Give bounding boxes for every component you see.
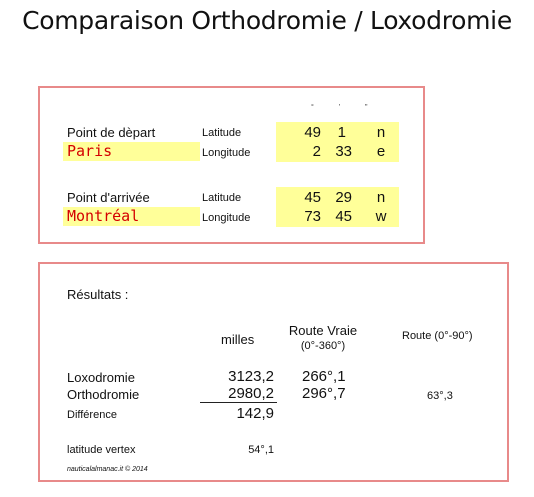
arrival-city-value: Montréal xyxy=(67,207,140,225)
departure-lon-label: Longitude xyxy=(202,147,251,159)
arrival-label: Point d'arrivée xyxy=(67,190,150,205)
arrival-lat-hem: n xyxy=(376,189,386,206)
col-true-route-sub: (0°-360°) xyxy=(300,340,346,352)
arrival-lon-min: 45 xyxy=(335,208,352,225)
arrival-lon-label: Longitude xyxy=(202,212,251,224)
orthodromie-route: 63°,3 xyxy=(427,390,453,402)
col-miles-header: milles xyxy=(221,332,255,347)
credit-text: nauticalalmanac.it © 2014 xyxy=(67,466,148,473)
orthodromie-label: Orthodromie xyxy=(67,387,140,402)
arrival-lat-label: Latitude xyxy=(202,192,242,204)
difference-label: Différence xyxy=(67,409,117,421)
arrival-coords-field[interactable] xyxy=(276,187,399,227)
departure-label: Point de dèpart xyxy=(67,125,156,140)
loxodromie-miles: 3123,2 xyxy=(228,368,274,385)
arrival-lon-hem: w xyxy=(375,208,387,225)
unit-seconds: " xyxy=(365,104,368,111)
results-panel xyxy=(38,262,509,482)
departure-lon-deg: 2 xyxy=(312,143,321,160)
departure-lat-min: 1 xyxy=(337,124,346,141)
departure-lat-deg: 49 xyxy=(304,124,321,141)
arrival-lat-deg: 45 xyxy=(304,189,321,206)
col-true-route-header: Route Vraie xyxy=(288,323,358,338)
departure-coords-field[interactable] xyxy=(276,122,399,162)
departure-lon-hem: e xyxy=(376,143,386,160)
difference-value: 142,9 xyxy=(236,405,274,422)
results-heading: Résultats : xyxy=(67,287,129,302)
arrival-lon-deg: 73 xyxy=(304,208,321,225)
loxodromie-label: Loxodromie xyxy=(67,370,135,385)
vertex-label: latitude vertex xyxy=(67,444,136,456)
departure-city-value: Paris xyxy=(67,142,113,160)
sum-divider xyxy=(200,402,277,403)
page-title: Comparaison Orthodromie / Loxodromie xyxy=(22,6,512,35)
departure-lon-min: 33 xyxy=(335,143,352,160)
unit-degrees: ° xyxy=(311,104,314,111)
unit-minutes: ' xyxy=(339,104,341,111)
col-route-header: Route (0°-90°) xyxy=(402,330,473,342)
departure-city-input[interactable] xyxy=(63,142,200,161)
loxodromie-true-route: 266°,1 xyxy=(302,368,346,385)
orthodromie-miles: 2980,2 xyxy=(228,385,274,402)
arrival-city-input[interactable] xyxy=(63,207,200,226)
input-panel xyxy=(38,86,425,244)
orthodromie-true-route: 296°,7 xyxy=(302,385,346,402)
arrival-lat-min: 29 xyxy=(335,189,352,206)
departure-lat-label: Latitude xyxy=(202,127,242,139)
vertex-value: 54°,1 xyxy=(248,444,274,456)
departure-lat-hem: n xyxy=(376,124,386,141)
